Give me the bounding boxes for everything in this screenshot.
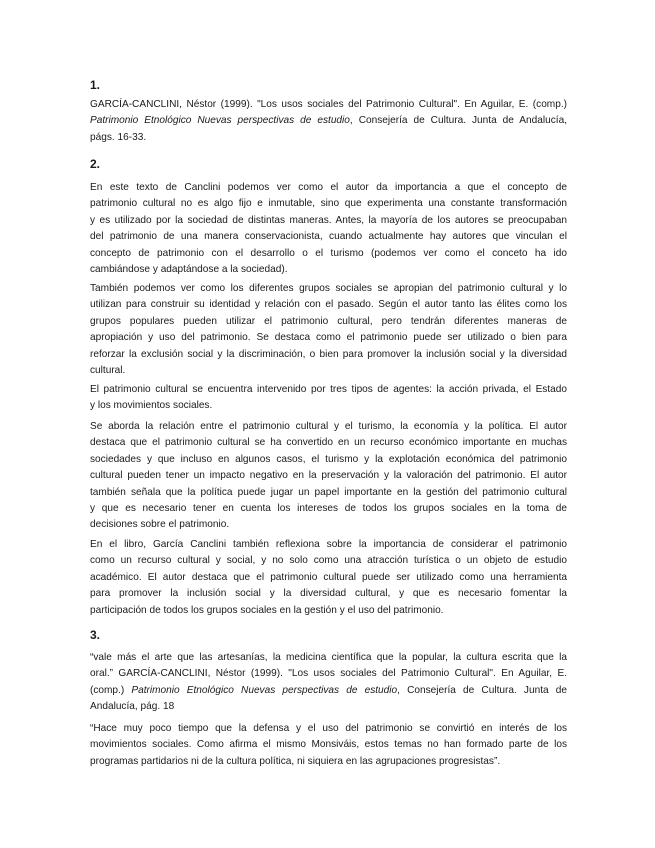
paragraph-line: destaca que el patrimonio cultural se ha convertido en un recurso económico importante en muchas	[90, 437, 567, 449]
paragraph-line: académico. El autor destaca que el patrimonio cultural puede ser utilizado como una herramienta	[90, 571, 567, 583]
paragraph-line: reforzar la exclusión social y la discriminación, o bien para promover la inclusión social y la diversidad	[90, 348, 567, 360]
paragraph-line: y los movimientos sociales.	[90, 400, 213, 412]
paragraph-line: En este texto de Canclini podemos ver como el autor da importancia a que el concepto de	[90, 182, 567, 193]
quote-line	[90, 683, 567, 699]
quote-line: programas partidarios ni de la cultura política, ni siquiera en las agrupaciones progresistas”.	[90, 755, 501, 767]
paragraph-line: también señala que la política puede jugar un papel importante en la gestión del patrimonio cultural	[90, 486, 567, 498]
book-title: Patrimonio Etnológico Nuevas perspectivas de estudio	[131, 684, 398, 696]
paragraph-line: También podemos ver como los diferentes grupos sociales se apropian del patrimonio cultural y lo	[90, 283, 567, 294]
reference-line	[90, 113, 567, 129]
reference-publisher: , Consejería de Cultura. Junta de Andalucía,	[349, 115, 568, 127]
paragraph-line: utilizan para construir su identidad y relación con el pasado. Según el autor tanto las élites como los	[90, 299, 567, 311]
quote-publisher: , Consejería de Cultura. Junta de	[397, 684, 567, 696]
quote-line: movimientos sociales. Como afirma el mismo Monsiváis, estos temas no han formado parte de los	[90, 739, 567, 751]
paragraph-line: cultural pueden tener un impacto negativo en la preservación y la valoración del patrimonio. El autor	[90, 470, 567, 482]
paragraph-line: decisiones sobre el patrimonio.	[90, 519, 230, 531]
paragraph-line: Se aborda la relación entre el patrimonio cultural y el turismo, la economía y la política. El autor	[90, 421, 567, 432]
paragraph-line: apropiación y uso del patrimonio. Se destaca como el patrimonio puede ser utilizado o bien para	[90, 332, 567, 344]
quote-line: oral.” GARCÍA-CANCLINI, Néstor (1999). "Los usos sociales del Patrimonio Cultural". En Aguilar, E.	[90, 668, 567, 680]
paragraph-line: grupos populares pueden utilizar el patrimonio cultural, pero tendrán diferentes maneras de	[90, 315, 567, 327]
paragraph-line: cultural.	[90, 365, 126, 377]
reference-pages: págs. 16-33.	[90, 131, 147, 143]
paragraph-line: cambiándose y adaptándose a la sociedad).	[90, 264, 288, 276]
quote-comp: (comp.)	[90, 684, 132, 696]
section-number-1: 1.	[90, 78, 101, 92]
book-title: Patrimonio Etnológico Nuevas perspectivas de estudio	[90, 115, 350, 127]
paragraph-line: como un recurso cultural y social, y no solo como una atracción turística o un objeto de estudio	[90, 555, 567, 567]
paragraph-line: participación de todos los grupos sociales en la gestión y el uso del patrimonio.	[90, 604, 444, 616]
paragraph-1	[90, 180, 567, 278]
paragraph-line: y es utilizado por la sociedad de distintas maneras. Antes, la mayoría de los autores se preocupaban	[90, 214, 567, 226]
paragraph-line: concepto de patrimonio con el desarrollo o el turismo (podemos ver como el conceto ha ido	[90, 247, 567, 259]
paragraph-3	[90, 382, 567, 415]
bibliographic-reference	[90, 97, 567, 146]
quote-1	[90, 650, 567, 716]
paragraph-line: para promover la inclusión social y la diversidad cultural, y que es necesario fomentar la	[90, 588, 567, 600]
section-number-3: 3.	[90, 628, 101, 642]
quote-line: Andalucía, pág. 18	[90, 701, 175, 713]
paragraph-4	[90, 419, 567, 534]
document-page	[90, 0, 567, 848]
paragraph-5	[90, 537, 567, 619]
paragraph-2	[90, 281, 567, 379]
quote-line: “vale más el arte que las artesanías, la medicina científica que la popular, la cultura escrita que la	[90, 652, 567, 663]
quote-line: “Hace muy poco tiempo que la defensa y el uso del patrimonio se convirtió en interés de los	[90, 723, 567, 734]
reference-line: GARCÍA-CANCLINI, Néstor (1999). "Los usos sociales del Patrimonio Cultural". En Aguilar, E. (comp.)	[90, 99, 567, 110]
quote-2	[90, 721, 567, 770]
paragraph-line: El patrimonio cultural se encuentra intervenido por tres tipos de agentes: la acción privada, el Estado	[90, 384, 567, 395]
paragraph-line: sociedades y que incluso en algunos casos, el turismo y la explotación económica del patrimonio	[90, 453, 567, 465]
section-number-2: 2.	[90, 157, 101, 171]
paragraph-line: del patrimonio de una manera conservacionista, cuando actualmente hay autores que vinculan el	[90, 231, 567, 243]
paragraph-line: y que es necesario tener en cuenta los intereses de todos los grupos sociales en la toma de	[90, 503, 567, 515]
paragraph-line: En el libro, García Canclini también reflexiona sobre la importancia de considerar el patrimonio	[90, 539, 567, 550]
paragraph-line: patrimonio cultural no es algo fijo e inmutable, sino que experimenta una constante transformación	[90, 198, 567, 210]
